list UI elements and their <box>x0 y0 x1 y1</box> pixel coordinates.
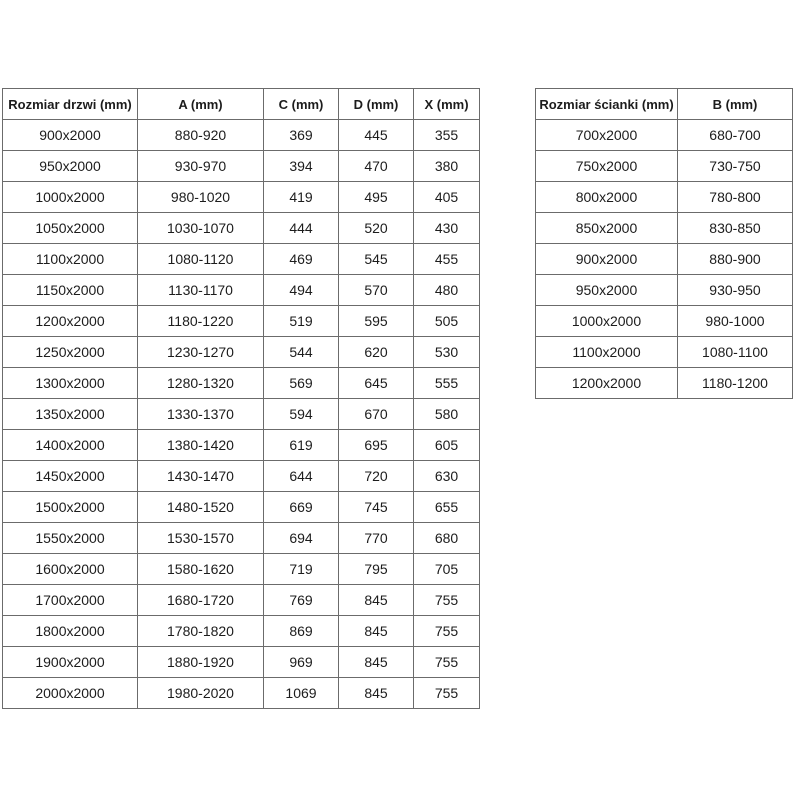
table-row <box>536 368 793 399</box>
table-cell: 1069 <box>264 678 339 709</box>
table-cell: 800x2000 <box>536 182 678 213</box>
wall-table-body <box>536 120 793 399</box>
table-row <box>3 244 480 275</box>
table-cell: 980-1000 <box>678 306 793 337</box>
table-cell: 630 <box>414 461 480 492</box>
table-row <box>536 244 793 275</box>
column-header: D (mm) <box>339 89 414 120</box>
table-cell: 355 <box>414 120 480 151</box>
table-cell: 1250x2000 <box>3 337 138 368</box>
table-row <box>536 337 793 368</box>
table-row <box>3 585 480 616</box>
table-cell: 1900x2000 <box>3 647 138 678</box>
table-cell: 1230-1270 <box>138 337 264 368</box>
table-cell: 719 <box>264 554 339 585</box>
table-cell: 1100x2000 <box>3 244 138 275</box>
table-row <box>3 678 480 709</box>
table-cell: 1330-1370 <box>138 399 264 430</box>
table-cell: 394 <box>264 151 339 182</box>
table-cell: 505 <box>414 306 480 337</box>
table-cell: 670 <box>339 399 414 430</box>
table-cell: 1200x2000 <box>536 368 678 399</box>
table-cell: 1380-1420 <box>138 430 264 461</box>
table-cell: 880-920 <box>138 120 264 151</box>
table-row <box>3 430 480 461</box>
table-cell: 1430-1470 <box>138 461 264 492</box>
table-cell: 605 <box>414 430 480 461</box>
table-cell: 1530-1570 <box>138 523 264 554</box>
table-row <box>536 213 793 244</box>
table-cell: 405 <box>414 182 480 213</box>
table-row <box>536 120 793 151</box>
table-cell: 545 <box>339 244 414 275</box>
table-row <box>3 616 480 647</box>
table-cell: 755 <box>414 678 480 709</box>
table-cell: 770 <box>339 523 414 554</box>
table-cell: 455 <box>414 244 480 275</box>
table-cell: 755 <box>414 585 480 616</box>
table-row <box>3 275 480 306</box>
table-row <box>3 523 480 554</box>
table-cell: 780-800 <box>678 182 793 213</box>
table-cell: 930-970 <box>138 151 264 182</box>
table-row <box>3 492 480 523</box>
table-cell: 700x2000 <box>536 120 678 151</box>
table-row <box>3 337 480 368</box>
table-row <box>3 368 480 399</box>
table-cell: 595 <box>339 306 414 337</box>
table-row <box>3 461 480 492</box>
door-table-body <box>3 120 480 709</box>
table-row <box>3 213 480 244</box>
table-cell: 580 <box>414 399 480 430</box>
table-cell: 494 <box>264 275 339 306</box>
table-cell: 845 <box>339 678 414 709</box>
table-row <box>3 399 480 430</box>
table-cell: 980-1020 <box>138 182 264 213</box>
table-cell: 1030-1070 <box>138 213 264 244</box>
table-cell: 845 <box>339 647 414 678</box>
table-cell: 680-700 <box>678 120 793 151</box>
table-cell: 419 <box>264 182 339 213</box>
table-cell: 1200x2000 <box>3 306 138 337</box>
table-cell: 570 <box>339 275 414 306</box>
table-cell: 750x2000 <box>536 151 678 182</box>
table-cell: 444 <box>264 213 339 244</box>
table-cell: 470 <box>339 151 414 182</box>
table-cell: 1080-1120 <box>138 244 264 275</box>
table-cell: 619 <box>264 430 339 461</box>
table-cell: 430 <box>414 213 480 244</box>
table-row <box>3 120 480 151</box>
table-cell: 644 <box>264 461 339 492</box>
table-cell: 869 <box>264 616 339 647</box>
table-cell: 530 <box>414 337 480 368</box>
table-cell: 1450x2000 <box>3 461 138 492</box>
table-cell: 594 <box>264 399 339 430</box>
table-cell: 1780-1820 <box>138 616 264 647</box>
table-cell: 445 <box>339 120 414 151</box>
table-cell: 730-750 <box>678 151 793 182</box>
table-cell: 1130-1170 <box>138 275 264 306</box>
table-cell: 519 <box>264 306 339 337</box>
column-header: Rozmiar ścianki (mm) <box>536 89 678 120</box>
table-cell: 620 <box>339 337 414 368</box>
table-cell: 655 <box>414 492 480 523</box>
table-cell: 1680-1720 <box>138 585 264 616</box>
table-cell: 745 <box>339 492 414 523</box>
table-cell: 900x2000 <box>3 120 138 151</box>
table-row <box>536 306 793 337</box>
table-cell: 880-900 <box>678 244 793 275</box>
table-cell: 555 <box>414 368 480 399</box>
table-cell: 480 <box>414 275 480 306</box>
table-row <box>536 275 793 306</box>
column-header: C (mm) <box>264 89 339 120</box>
door-table-header <box>3 89 480 120</box>
table-cell: 950x2000 <box>3 151 138 182</box>
table-cell: 645 <box>339 368 414 399</box>
table-cell: 755 <box>414 616 480 647</box>
table-cell: 380 <box>414 151 480 182</box>
table-cell: 469 <box>264 244 339 275</box>
table-cell: 720 <box>339 461 414 492</box>
table-cell: 1150x2000 <box>3 275 138 306</box>
table-cell: 845 <box>339 616 414 647</box>
table-cell: 930-950 <box>678 275 793 306</box>
table-row <box>536 151 793 182</box>
table-cell: 845 <box>339 585 414 616</box>
table-row <box>3 647 480 678</box>
wall-size-table <box>535 88 793 399</box>
table-cell: 1400x2000 <box>3 430 138 461</box>
header-row <box>536 89 793 120</box>
table-cell: 569 <box>264 368 339 399</box>
table-cell: 1500x2000 <box>3 492 138 523</box>
table-row <box>3 306 480 337</box>
header-row <box>3 89 480 120</box>
table-cell: 1300x2000 <box>3 368 138 399</box>
table-cell: 1180-1220 <box>138 306 264 337</box>
table-cell: 369 <box>264 120 339 151</box>
table-cell: 950x2000 <box>536 275 678 306</box>
table-cell: 1600x2000 <box>3 554 138 585</box>
table-cell: 2000x2000 <box>3 678 138 709</box>
table-cell: 830-850 <box>678 213 793 244</box>
table-cell: 1880-1920 <box>138 647 264 678</box>
table-cell: 669 <box>264 492 339 523</box>
table-cell: 1550x2000 <box>3 523 138 554</box>
table-cell: 495 <box>339 182 414 213</box>
table-cell: 1980-2020 <box>138 678 264 709</box>
table-cell: 695 <box>339 430 414 461</box>
table-cell: 1350x2000 <box>3 399 138 430</box>
column-header: B (mm) <box>678 89 793 120</box>
table-cell: 680 <box>414 523 480 554</box>
wall-table-header <box>536 89 793 120</box>
table-cell: 694 <box>264 523 339 554</box>
table-cell: 795 <box>339 554 414 585</box>
table-cell: 1100x2000 <box>536 337 678 368</box>
table-row <box>536 182 793 213</box>
table-cell: 900x2000 <box>536 244 678 275</box>
table-cell: 1800x2000 <box>3 616 138 647</box>
column-header: X (mm) <box>414 89 480 120</box>
table-row <box>3 151 480 182</box>
table-cell: 1480-1520 <box>138 492 264 523</box>
table-cell: 850x2000 <box>536 213 678 244</box>
door-size-table <box>2 88 480 709</box>
table-cell: 1580-1620 <box>138 554 264 585</box>
table-cell: 520 <box>339 213 414 244</box>
table-row <box>3 554 480 585</box>
table-cell: 1700x2000 <box>3 585 138 616</box>
column-header: A (mm) <box>138 89 264 120</box>
table-cell: 1050x2000 <box>3 213 138 244</box>
table-cell: 1080-1100 <box>678 337 793 368</box>
table-cell: 1180-1200 <box>678 368 793 399</box>
table-cell: 1000x2000 <box>3 182 138 213</box>
table-cell: 969 <box>264 647 339 678</box>
column-header: Rozmiar drzwi (mm) <box>3 89 138 120</box>
table-cell: 755 <box>414 647 480 678</box>
table-cell: 769 <box>264 585 339 616</box>
table-cell: 1280-1320 <box>138 368 264 399</box>
table-cell: 705 <box>414 554 480 585</box>
table-cell: 544 <box>264 337 339 368</box>
table-row <box>3 182 480 213</box>
table-cell: 1000x2000 <box>536 306 678 337</box>
